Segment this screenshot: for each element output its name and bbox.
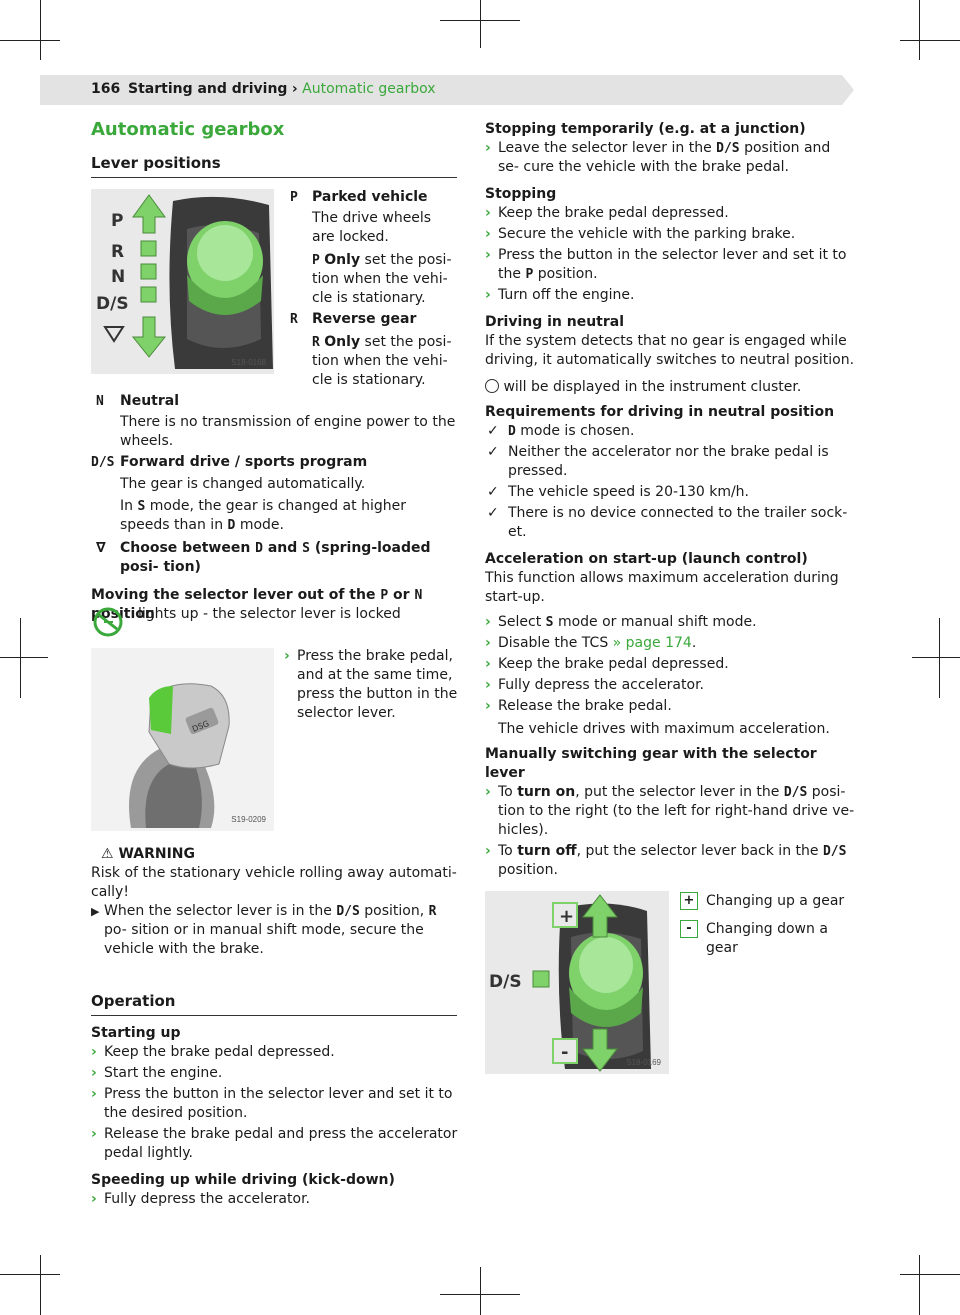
ds-label: D/S bbox=[489, 972, 522, 992]
shift-legend bbox=[680, 892, 860, 958]
list-item: › Turn off the engine. bbox=[485, 287, 635, 303]
list-item: › Release the brake pedal and press the accelerator pedal lightly. bbox=[91, 1126, 458, 1161]
def-title-forward: Forward drive / sports program bbox=[120, 454, 368, 470]
crop-mark bbox=[40, 0, 41, 60]
neutral-driving-text: If the system detects that no gear is engaged while driving, it automatically switches to neutral position. bbox=[485, 333, 855, 368]
breadcrumb-section[interactable]: Starting and driving bbox=[128, 81, 288, 97]
figure-lever-positions bbox=[91, 189, 274, 374]
def-sym-down: ∇ bbox=[96, 540, 106, 556]
figure-code: S18-0169 bbox=[626, 1058, 661, 1067]
legend-down: - Changing down a gear bbox=[680, 920, 860, 958]
crop-mark bbox=[912, 657, 960, 658]
chevron-icon: › bbox=[284, 648, 290, 664]
def-text-forward-2: In S mode, the gear is changed at higher speeds than in D mode. bbox=[120, 498, 406, 533]
def-sym-n: N bbox=[96, 394, 104, 409]
press-brake-bullet: › Press the brake pedal, and at the same time, press the button in the selector lever. bbox=[284, 648, 458, 721]
neutral-driving-heading: Driving in neutral bbox=[485, 314, 625, 330]
press-brake-item bbox=[284, 647, 458, 725]
def-note-parked: P Only set the posi- tion when the vehi- cle is stationary. bbox=[312, 252, 452, 306]
def-sym-r: R bbox=[290, 312, 298, 327]
kickdown-heading: Speeding up while driving (kick-down) bbox=[91, 1172, 395, 1188]
letter-n: N bbox=[111, 267, 126, 287]
launch-heading: Acceleration on start-up (launch control) bbox=[485, 551, 808, 567]
check-item: ✓ The vehicle speed is 20-130 km/h. bbox=[487, 484, 750, 500]
lock-lever-icon bbox=[91, 607, 125, 637]
figure-code: S19-0209 bbox=[231, 815, 266, 824]
def-title-reverse: Reverse gear bbox=[312, 311, 417, 327]
list-item: › Fully depress the accelerator. bbox=[91, 1191, 310, 1207]
page-number: 166 bbox=[91, 81, 121, 97]
def-title-choose: Choose between D and S (spring-loaded posi- tion) bbox=[120, 540, 431, 575]
def-note-reverse: R Only set the posi- tion when the vehi- cle is stationary. bbox=[312, 334, 452, 388]
stopping-heading: Stopping bbox=[485, 186, 557, 202]
crop-mark bbox=[480, 0, 481, 48]
list-item: › Keep the brake pedal depressed. bbox=[485, 205, 729, 221]
starting-up-heading: Starting up bbox=[91, 1025, 181, 1041]
lever-positions-heading: Lever positions bbox=[91, 154, 221, 172]
right-column bbox=[485, 120, 855, 882]
list-item: › Keep the brake pedal depressed. bbox=[485, 656, 729, 672]
crop-mark bbox=[440, 1294, 520, 1295]
list-item: › Secure the vehicle with the parking brake. bbox=[485, 226, 796, 242]
letter-p: P bbox=[111, 211, 124, 231]
check-item: ✓ There is no device connected to the trailer sock- et. bbox=[487, 505, 848, 540]
lights-text: lights up - the selector lever is locked bbox=[138, 606, 401, 622]
def-sym-p: P bbox=[290, 190, 298, 205]
def-parked bbox=[290, 188, 458, 308]
launch-result: The vehicle drives with maximum acceleration. bbox=[498, 721, 830, 737]
launch-text: This function allows maximum acceleration during start-up. bbox=[485, 570, 839, 605]
definitions-p-r bbox=[290, 188, 458, 390]
section-rule bbox=[91, 1015, 457, 1016]
manual-heading: Manually switching gear with the selector lever bbox=[485, 746, 817, 781]
section-rule bbox=[91, 177, 457, 178]
letter-r: R bbox=[111, 242, 125, 262]
list-item: › Keep the brake pedal depressed. bbox=[91, 1044, 335, 1060]
crop-mark bbox=[40, 1255, 41, 1315]
breadcrumb-separator: › bbox=[291, 81, 298, 97]
list-item: › Press the button in the selector lever and set it to the P position. bbox=[485, 247, 847, 282]
def-sym-ds: D/S bbox=[91, 455, 115, 470]
figure-selector-lever bbox=[91, 648, 274, 831]
list-item: › Select S mode or manual shift mode. bbox=[485, 614, 757, 630]
lever-illustration bbox=[91, 189, 274, 374]
crop-mark bbox=[939, 618, 940, 698]
list-item: › To turn on, put the selector lever in the D/S posi- tion to the right (to the left for right-hand drive ve- hicles). bbox=[485, 784, 855, 838]
plus-label: + bbox=[559, 906, 575, 927]
stopping-temp-heading: Stopping temporarily (e.g. at a junction) bbox=[485, 121, 806, 137]
crop-mark bbox=[0, 657, 48, 658]
coasting-icon bbox=[485, 379, 499, 393]
warning-text: Risk of the stationary vehicle rolling away automati- cally! bbox=[91, 865, 457, 900]
header-arrow bbox=[842, 75, 854, 105]
crop-mark bbox=[440, 20, 520, 21]
def-title-parked: Parked vehicle bbox=[312, 189, 428, 205]
crop-mark bbox=[919, 1255, 920, 1315]
def-text-neutral: There is no transmission of engine power to the wheels. bbox=[120, 414, 456, 449]
breadcrumb-subsection[interactable]: Automatic gearbox bbox=[302, 81, 436, 97]
checkmark-icon: ✓ bbox=[487, 423, 499, 439]
crop-mark bbox=[0, 1274, 60, 1275]
figure-code: S18-0168 bbox=[231, 358, 266, 367]
warning-title: WARNING bbox=[118, 846, 195, 862]
operation-heading: Operation bbox=[91, 992, 176, 1010]
page-link[interactable]: » page 174 bbox=[612, 635, 692, 651]
def-neutral bbox=[91, 392, 458, 451]
crop-mark bbox=[900, 1274, 960, 1275]
list-item: › Release the brake pedal. bbox=[485, 698, 672, 714]
plus-box-icon: + bbox=[680, 892, 698, 910]
def-reverse bbox=[290, 310, 458, 390]
def-title-neutral: Neutral bbox=[120, 393, 180, 409]
operation-content bbox=[91, 1024, 458, 1211]
def-forward bbox=[91, 453, 458, 535]
def-text-parked: The drive wheels are locked. bbox=[312, 210, 432, 245]
list-item: › Disable the TCS » page 174. bbox=[485, 635, 697, 651]
crop-mark bbox=[480, 1267, 481, 1315]
minus-label: - bbox=[561, 1042, 569, 1063]
legend-up: + Changing up a gear bbox=[680, 892, 860, 911]
manual-shift-illustration bbox=[485, 891, 669, 1074]
figure-manual-shift bbox=[485, 891, 669, 1074]
dsg-badge: DSG bbox=[190, 718, 211, 734]
moving-heading: Moving the selector lever out of the P or N position bbox=[91, 587, 423, 622]
list-item: › Start the engine. bbox=[91, 1065, 223, 1081]
letter-ds: D/S bbox=[96, 294, 129, 314]
definitions-n-ds bbox=[91, 392, 458, 577]
crop-mark bbox=[20, 618, 21, 698]
neutral-display-text: will be displayed in the instrument cluster. bbox=[485, 378, 855, 397]
check-item: ✓ D mode is chosen. bbox=[487, 423, 635, 439]
def-choose bbox=[91, 539, 458, 577]
page-title: Automatic gearbox bbox=[91, 119, 285, 140]
crop-mark bbox=[900, 40, 960, 41]
list-item: › Fully depress the accelerator. bbox=[485, 677, 704, 693]
warning-title-row bbox=[91, 845, 458, 864]
def-text-forward-1: The gear is changed automatically. bbox=[120, 476, 366, 492]
list-item: › To turn off, put the selector lever back in the D/S position. bbox=[485, 843, 847, 878]
crop-mark bbox=[919, 0, 920, 60]
checkmark-icon: ✓ bbox=[487, 505, 499, 521]
crop-mark bbox=[0, 40, 60, 41]
check-item: ✓ Neither the accelerator nor the brake pedal is pressed. bbox=[487, 444, 829, 479]
warning-box bbox=[91, 845, 458, 961]
list-item: › Press the button in the selector lever and set it to the desired position. bbox=[91, 1086, 453, 1121]
selector-lever-illustration bbox=[91, 648, 274, 831]
checkmark-icon: ✓ bbox=[487, 444, 499, 460]
requirements-heading: Requirements for driving in neutral position bbox=[485, 404, 835, 420]
warning-bullet: ▶ When the selector lever is in the D/S position, R po- sition or in manual shift mode, secure the vehicle with the brake. bbox=[91, 903, 437, 957]
warning-icon: ⚠ bbox=[101, 846, 114, 862]
checkmark-icon: ✓ bbox=[487, 484, 499, 500]
list-item: › Leave the selector lever in the D/S position and se- cure the vehicle with the brake pedal. bbox=[485, 140, 831, 175]
breadcrumb bbox=[128, 80, 436, 99]
minus-box-icon: - bbox=[680, 920, 698, 938]
